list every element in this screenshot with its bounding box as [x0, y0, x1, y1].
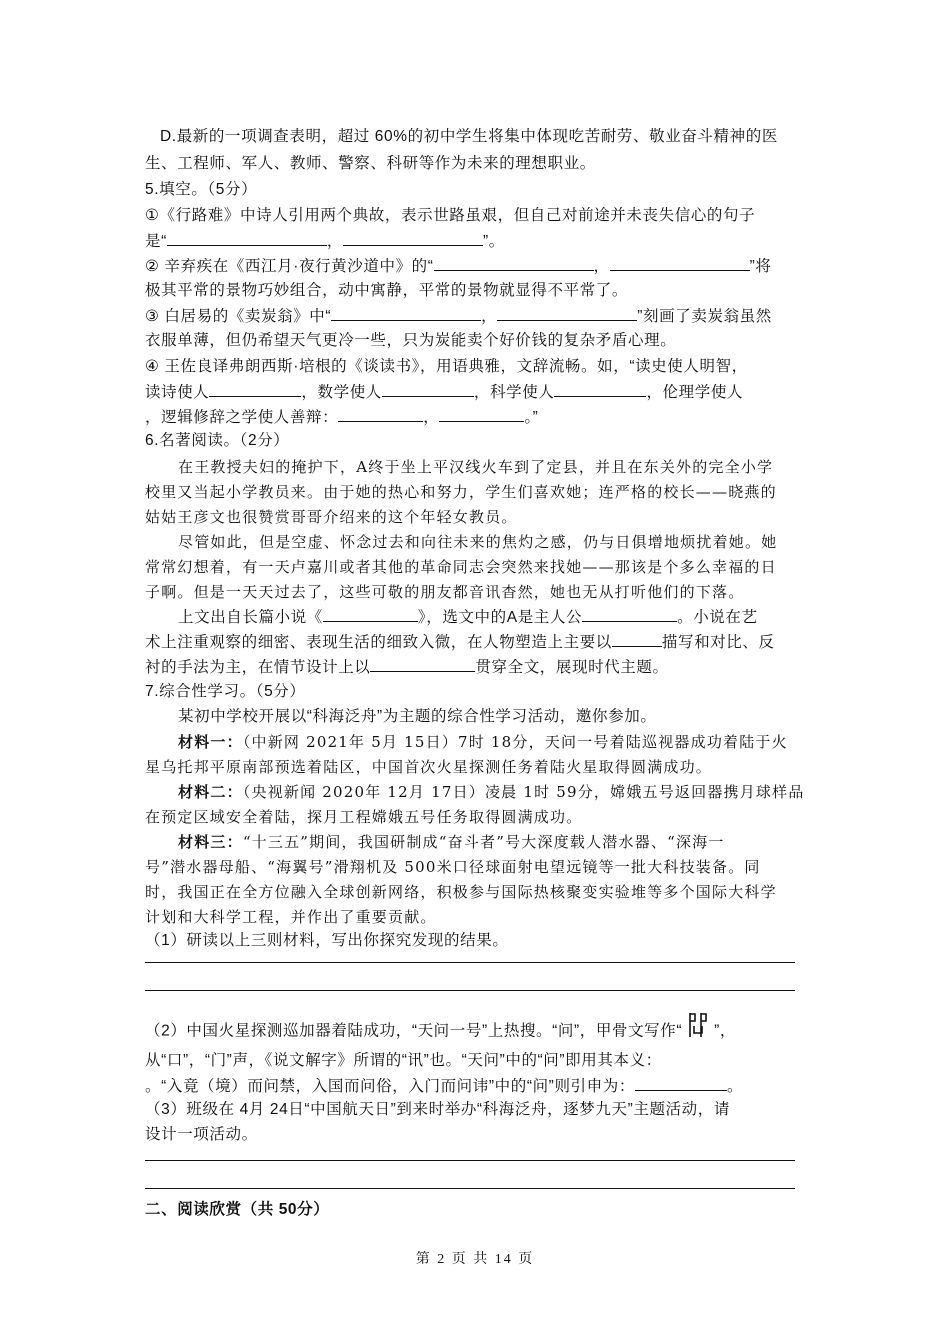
text: （中新网 2021年 5月 15日）7时 18分，天问一号着陆巡视器成功着陆于火: [242, 733, 788, 751]
q7-material1-line1: [178, 731, 848, 753]
text: ，伦理学使人: [646, 384, 744, 401]
q7-sub1: （1）研读以上三则材料，写出你探究发现的结果。: [145, 932, 509, 949]
answer-line[interactable]: [145, 1160, 795, 1161]
q7-title: 7.综合性学习。（5分）: [145, 683, 306, 700]
q5-item4-line2: [145, 381, 815, 404]
text: ③ 白居易的《卖炭翁》中“: [145, 308, 332, 325]
option-d-line-2: 生、工程师、军人、教师、警察、科研等作为未来的理想职业。: [145, 155, 596, 172]
q7-sub2-line2: 从“口”，“门”声，《说文解字》所谓的“讯”也。“天问”中的“问”即用其本义：: [145, 1052, 662, 1069]
text: ② 辛弃疾在《西江月·夜行黄沙道中》的“: [145, 258, 434, 275]
text: ，数学使人: [301, 384, 382, 401]
text: ”。: [482, 233, 505, 250]
q5-item1-line2: [145, 230, 815, 253]
text: 衬的手法为主，在情节设计上以: [145, 659, 371, 676]
text: ，: [326, 233, 343, 250]
blank[interactable]: [338, 406, 423, 422]
q7-sub3-line1: （3）班级在 4月 24日“中国航天日”到来时举办“科海泛舟，逐梦九天”主题活动，请: [145, 1101, 730, 1118]
blank[interactable]: [635, 1075, 727, 1091]
q7-sub2-line1: [145, 1011, 815, 1052]
text: ”刻画了卖炭翁虽然: [637, 308, 772, 325]
q7-material3-line1: [178, 831, 848, 853]
blank[interactable]: [439, 406, 524, 422]
q6-excerpt-line: 常常幻想着，有一天卢嘉川或者其他的革命同志会突然来找她——那该是个多么幸福的日: [145, 558, 777, 576]
text: 术上注重观察的细密、表现生活的细致入微，在人物塑造上主要以: [145, 634, 612, 651]
blank[interactable]: [434, 255, 594, 271]
q6-excerpt-line: 尽管如此，但是空虚、怀念过去和向往未来的焦灼之感，仍与日俱增地烦扰着她。她: [178, 533, 778, 551]
text: 》，选文中的A是主人公: [417, 609, 583, 626]
blank[interactable]: [582, 606, 677, 622]
material-label: 材料二：: [178, 783, 243, 801]
text: （2）中国火星探测巡加器着陆成功，“天问一号”上热搜。“问”，甲骨文写作“: [145, 1022, 683, 1040]
blank[interactable]: [331, 305, 481, 321]
q5-item2-line1: [145, 255, 815, 278]
answer-line[interactable]: [145, 1188, 795, 1189]
answer-line[interactable]: [145, 962, 795, 963]
text: 。小说在艺: [677, 609, 758, 626]
text: ”，: [714, 1022, 737, 1040]
q5-item2-line2: 极其平常的景物巧妙组合，动中寓静，平常的景物就显得不平常了。: [145, 282, 629, 299]
text: 读诗使人: [145, 384, 210, 401]
q6-title: 6.名著阅读。（2分）: [145, 432, 290, 449]
answer-line[interactable]: [145, 990, 795, 991]
text: 。”: [524, 409, 539, 426]
q5-item3-line1: [145, 305, 815, 328]
text: 上文出自长篇小说《: [178, 609, 323, 626]
blank[interactable]: [343, 230, 483, 246]
blank[interactable]: [167, 230, 327, 246]
q6-excerpt-line: 校里又当起小学教员来。由于她的热心和努力，学生们喜欢她；连严格的校长——晓燕的: [145, 483, 777, 501]
blank[interactable]: [554, 381, 646, 397]
q6-excerpt-line: 姑姑王彦文也很赞赏哥哥介绍来的这个年轻女教员。: [145, 508, 518, 526]
oracle-bone-wen-icon: [686, 1011, 710, 1052]
q6-question-line1: [178, 606, 848, 629]
text: 描写和对比、反: [661, 634, 775, 651]
q6-question-line3: [145, 656, 815, 679]
q6-excerpt-line: 子啊。但是一天天过去了，这些可敬的朋友都音讯杳然，她也无从打听他们的下落。: [145, 583, 745, 601]
q7-sub2-line3: [145, 1075, 815, 1098]
blank[interactable]: [323, 606, 418, 622]
q7-material1-line2: 星乌托邦平原南部预选着陆区，中国首次火星探测任务着陆火星取得圆满成功。: [145, 758, 713, 776]
material-label: 材料三：: [178, 833, 243, 851]
section-heading: 二、阅读欣赏（共 50分）: [145, 1201, 330, 1218]
text: “十三五”期间，我国研制成“奋斗者”号大深度载人潜水器、“深海一: [242, 833, 725, 851]
text: ，科学使人: [473, 384, 555, 401]
q7-material2-line2: 在预定区域安全着陆，探月工程嫦娥五号任务取得圆满成功。: [145, 808, 583, 826]
blank[interactable]: [382, 381, 474, 397]
q7-material3-line3: 时，我国正在全方位融入全球创新网络，积极参与国际热核聚变实验堆等多个国际大科学: [145, 883, 777, 901]
text: ，: [423, 409, 440, 426]
q5-item4-line3: [145, 406, 815, 429]
blank[interactable]: [497, 305, 637, 321]
q6-question-line2: [145, 631, 815, 654]
text: 。: [726, 1078, 744, 1095]
material-label: 材料一：: [178, 733, 243, 751]
text: （央视新闻 2020年 12月 17日）凌晨 1时 59分，嫦娥五号返回器携月球样品: [242, 783, 805, 801]
text: ”将: [749, 258, 772, 275]
q7-sub3-line2: 设计一项活动。: [145, 1126, 258, 1143]
q5-item1-line1: ①《行路难》中诗人引用两个典故，表示世路虽艰，但自己对前途并未丧失信心的句子: [145, 207, 756, 224]
q5-item4-line1: ④ 王佐良译弗朗西斯·培根的《谈读书》，用语典雅，文辞流畅。如，“读史使人明智，: [145, 358, 748, 375]
text: 贯穿全文，展现时代主题。: [475, 659, 669, 676]
blank[interactable]: [610, 255, 750, 271]
text: 。“入竟（境）而问禁，入国而问俗，入门而问讳”中的“问”则引申为：: [145, 1078, 635, 1095]
page-number: 第 2 页 共 14 页: [415, 1252, 535, 1267]
q7-intro: 某初中学校开展以“科海泛舟”为主题的综合性学习活动，邀你参加。: [178, 708, 657, 725]
text: ，: [593, 258, 610, 275]
text: 是“: [145, 233, 167, 250]
q5-title: 5.填空。（5分）: [145, 181, 258, 198]
q7-material3-line4: 计划和大科学工程，并作出了重要贡献。: [145, 908, 437, 926]
blank[interactable]: [370, 656, 475, 672]
blank[interactable]: [209, 381, 301, 397]
q7-material2-line1: [178, 781, 848, 803]
blank[interactable]: [612, 631, 662, 647]
text: ，逻辑修辞之学使人善辩：: [145, 409, 339, 426]
q7-material3-line2: 号”潜水器母船、“海翼号”滑翔机及 500米口径球面射电望远镜等一批大科技装备。同: [145, 858, 761, 876]
q5-item3-line2: 衣服单薄，但仍希望天气更冷一些，只为炭能卖个好价钱的复杂矛盾心理。: [145, 332, 677, 349]
text: ，: [481, 308, 498, 325]
option-d-line-1: D.最新的一项调查表明，超过 60%的初中学生将集中体现吃苦耐劳、敬业奋斗精神的医: [160, 128, 778, 145]
q6-excerpt-line: 在王教授夫妇的掩护下，A终于坐上平汉线火车到了定县，并且在东关外的完全小学: [178, 458, 774, 476]
